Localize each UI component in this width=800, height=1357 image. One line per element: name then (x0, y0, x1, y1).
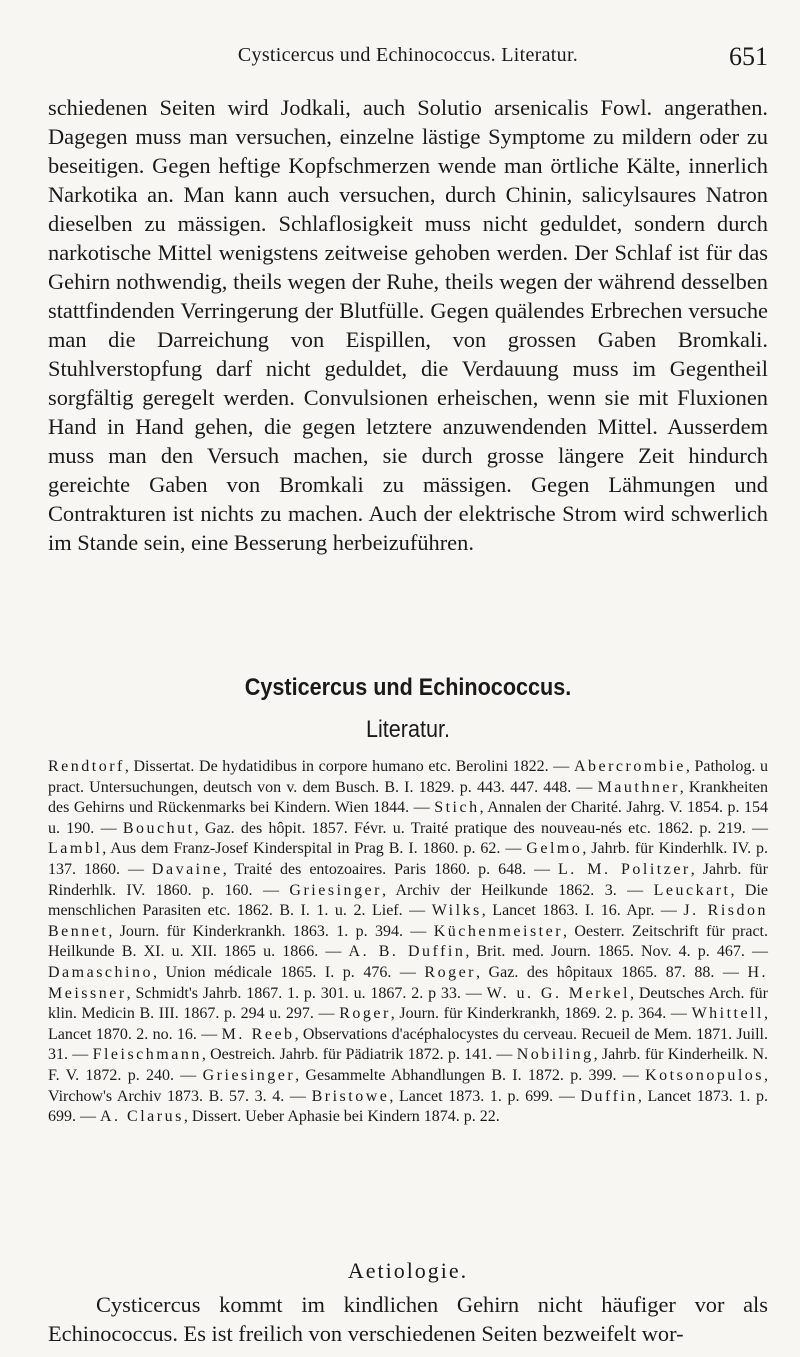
literature-citation: , Gaz. des hôpitaux 1865. 87. 88. — (476, 963, 748, 981)
section-title: Cysticercus und Echinococcus. (244, 674, 572, 701)
literature-entry (203, 1067, 645, 1084)
literature-author: A. B. Duffin (348, 943, 466, 961)
literature-citation: , Die menschlichen Parasiten etc. 1862. B. I. 1. u. 2. Lief. — (48, 881, 769, 920)
literature-author: Duffin (580, 1087, 638, 1105)
literature-citation: , Lancet 1870. 2. no. 16. — (48, 1005, 768, 1043)
literature-citation: , Krankheiten des Gehirns und Rückenmarks bei Kindern. Wien 1844. — (48, 778, 768, 817)
literature-citation: , Dissert. Ueber Aphasie bei Kindern 1874. p. 22. (183, 1108, 500, 1126)
literature-author: Whittell (691, 1005, 764, 1023)
literature-list (48, 757, 768, 1128)
literature-author: L. M. Politzer (558, 860, 691, 878)
literature-author: Fleischmann (92, 1046, 202, 1064)
literature-citation: , Lancet 1873. 1. p. 699. — (48, 1087, 768, 1126)
literature-citation: , Lancet 1873. 1. p. 699. — (389, 1087, 581, 1105)
literature-entry (48, 758, 574, 775)
literature-entry (100, 1108, 500, 1125)
literature-entry (48, 964, 424, 981)
literature-citation: , Gesammelte Abhandlungen B. I. 1872. p. 399. — (295, 1066, 646, 1084)
literature-author: A. Clarus (100, 1108, 184, 1126)
treatment-paragraph-block (48, 93, 768, 557)
literature-citation: , Traité des entozoaires. Paris 1860. p. 648. — (222, 860, 559, 878)
literature-entry (289, 882, 653, 899)
page-header (48, 40, 768, 80)
literature-author: Roger (424, 963, 477, 981)
literature-author: Abercrombie (573, 758, 686, 775)
literature-citation: , Journ. für Kinderkrankh. 1863. 1. p. 394. — (108, 922, 434, 940)
literature-author: Griesinger (289, 881, 382, 899)
literature-citation: , Dissertat. De hydatidibus in corpore humano etc. Berolini 1822. — (124, 758, 574, 775)
section-subtitle: Literatur. (365, 716, 451, 743)
literature-author: Davaine (151, 860, 223, 878)
literature-author: Wilks (431, 902, 482, 920)
literature-author: Kotsonopulos (645, 1066, 764, 1084)
literature-author: Damaschino (48, 963, 153, 981)
literature-author: Nobiling (516, 1046, 594, 1064)
literature-author: Rendtorf (48, 758, 125, 775)
literature-citation: , Virchow's Archiv 1873. B. 57. 3. 4. — (48, 1066, 768, 1105)
running-head: Cysticercus und Echinococcus. Literatur. (237, 44, 579, 66)
literature-entry (432, 902, 684, 919)
aetiology-heading: Aetiologie. (347, 1258, 469, 1283)
literature-author: M. Reeb (221, 1025, 295, 1043)
literature-author: J. Risdon Bennet (48, 902, 769, 940)
literature-citation: , Schmidt's Jahrb. 1867. 1. p. 301. u. 1867. 2. p 33. — (126, 984, 487, 1002)
treatment-paragraph: schiedenen Seiten wird Jodkali, auch Solutio arsenicalis Fowl. angerathen. Dagegen muss man versuchen, einzelne lästige Symptome zu mildern oder zu beseitigen. Gegen heftige Kopfschmerzen wende man örtliche Kälte, innerlich Narkotika an. Man kann auch versuchen, durch Chinin, salicylsaures Natron dieselben zu mässigen. Schlaflosigkeit muss nicht geduldet, sondern durch narkotische Mittel wenigstens zeitweise gehoben werden. Der Schlaf ist für das Gehirn nothwendig, theils wegen der Ruhe, theils wegen der während desselben stattfindenden Verringerung der Blutfülle. Gegen quälendes Erbrechen versuche man die Darreichung von Eispillen, von grossen Gaben Bromkali. Stuhlverstopfung darf nicht geduldet, die Verdauung muss im Gegentheil sorgfältig geregelt werden. Convulsionen erheischen, wenn sie mit Fluxionen Hand in Hand gehen, die gegen letztere anzuwendenden Mittel. Ausserdem muss man den Versuch machen, sie durch grosse längere Zeit hindurch gereichte Gaben von Bromkali zu mässigen. Gegen Lähmungen und Contrakturen ist nichts zu machen. Auch der elektrische Strom wird schwerlich im Stande sein, eine Besserung herbeizuführen. (48, 95, 768, 555)
literature-entry (123, 820, 768, 837)
literature-citation: , Lancet 1863. I. 16. Apr. — (481, 902, 684, 920)
literature-citation: , Patholog. u pract. Untersuchungen, deutsch von v. dem Busch. B. I. 1829. p. 443. 447. 448. — (48, 758, 768, 796)
literature-author: Bristowe (311, 1087, 390, 1105)
literature-author: Griesinger (202, 1066, 296, 1084)
literature-citation: , Annalen der Charité. Jahrg. V. 1854. p. 154 u. 190. — (48, 799, 769, 837)
literature-author: Mauthner (597, 778, 680, 796)
literature-citation: , Brit. med. Journ. 1865. Nov. 4. p. 467. — (465, 943, 768, 961)
literature-citation: , Aus dem Franz-Josef Kinderspital in Prag B. I. 1860. p. 62. — (102, 840, 527, 858)
literature-citation: , Jahrb. für Rinderhlk. IV. 1860. p. 160. — (48, 860, 769, 899)
literature-citation: , Oesterr. Zeitschrift für pract. Heilkunde B. XI. u. XII. 1865 u. 1866. — (48, 922, 768, 961)
literature-author: Bouchut (122, 819, 195, 837)
literature-author: Lambl (48, 840, 103, 858)
literature-citation: , Jahrb. für Kinderhlk. IV. p. 137. 1860. — (48, 840, 768, 878)
literature-entry (152, 861, 558, 878)
literature-author: H. Meissner (48, 963, 768, 1002)
literature-citation: , Journ. für Kinderkrankh, 1869. 2. p. 364. — (390, 1005, 692, 1023)
literature-citation: , Archiv der Heilkunde 1862. 3. — (381, 881, 654, 899)
literature-author: Gelmo (526, 840, 583, 858)
literature-citation: , Union médicale 1865. I. p. 476. — (152, 963, 425, 981)
literature-citation: , Gaz. des hôpit. 1857. Févr. u. Traité pratique des nouveau-nés etc. 1862. p. 219. — (194, 819, 768, 837)
literature-citation: , Deutsches Arch. für klin. Medicin B. III. 1867. p. 294 u. 297. — (48, 984, 768, 1023)
literature-author: Küchenmeister (433, 922, 564, 940)
literature-entry (48, 840, 526, 857)
aetiology-paragraph-block (48, 1290, 768, 1348)
literature-author: Leuckart (653, 881, 731, 899)
literature-author: Roger (339, 1005, 391, 1023)
literature-author: Stich (434, 799, 480, 817)
page-number: 651 (729, 42, 768, 71)
aetiology-paragraph: Cysticercus kommt im kindlichen Gehirn nicht häufiger vor als Echinococcus. Es ist freilich von verschiedenen Seiten bezweifelt wor- (48, 1292, 768, 1346)
literature-entry (424, 964, 747, 981)
literature-entry (349, 943, 768, 960)
literature-citation: , Oestreich. Jahrb. für Pädiatrik 1872. p. 141. — (201, 1046, 517, 1064)
literature-entry (339, 1005, 691, 1022)
literature-entry (312, 1088, 581, 1105)
literature-entry (93, 1046, 517, 1063)
literature-citation: , Observations d'acéphalocystes du cerveau. Recueil de Mem. 1871. Juill. 31. — (48, 1025, 768, 1064)
literature-citation: , Jahrb. für Kinderheilk. N. F. V. 1872. p. 240. — (48, 1046, 769, 1084)
literature-author: W. u. G. Merkel (486, 984, 630, 1002)
